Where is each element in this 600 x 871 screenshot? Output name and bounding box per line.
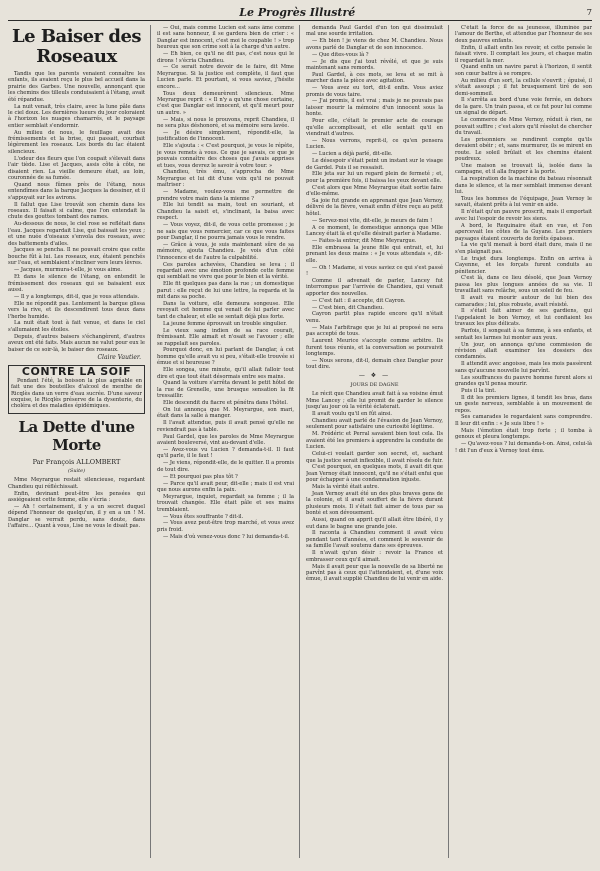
paragraph: Mais il avait peur que la nouvelle de sa liberté ne parvînt pas à ceux qui l'attendaient, et, d'une voix émue, il avait supplié Chandieu de lui venir en aide. bbox=[306, 563, 443, 583]
serial-author: Par François ALLOMBERT bbox=[32, 457, 121, 466]
paragraph: Enfin, devinant peut-être les pensées qui assiégeaient cette femme, elle s'écria : bbox=[8, 490, 145, 503]
paragraph: Le trajet dura longtemps. Enfin on arriva à Cayenne, et les forçats furent conduits au pénitencier. bbox=[455, 255, 592, 275]
paragraph: Il l'avait attendue, puis il avait pensé qu'elle ne reviendrait pas à table. bbox=[157, 420, 294, 433]
paragraph: — Lucien a déjà parlé, dit-elle. bbox=[312, 151, 393, 158]
paragraph: Le désespoir s'était peint un instant sur le visage de Gardel. Puis il se ressaisit. bbox=[306, 158, 443, 171]
paragraph: La nuit venait, très claire, avec la lune pâle dans le ciel doux. Les dernières lueurs du jour coloraient à l'horizon les nuages chamarrés, et le paysage entier semblait s'endormir. bbox=[8, 103, 145, 129]
paragraph: On lui annonça que M. Meyrargue, son mari, était dans la salle à manger. bbox=[157, 407, 294, 420]
paragraph: A bord, le Requinaire était en vue, et l'on apercevait les côtes de la Guyane. Les premiers paysages étaient couverts de forêts épaisses. bbox=[455, 222, 592, 242]
paragraph: — Je dis que j'ai tout révélé, et que je suis maintenant sans remords. bbox=[306, 58, 443, 71]
advert-box bbox=[8, 365, 145, 413]
paragraph: Et dans le silence de l'étang, on entendit le frémissement des roseaux qui se baisaient eux aussi. bbox=[8, 274, 145, 293]
paragraph: Elle fit quelques pas dans la rue ; un domestique parut : elle reçut de lui une lettre, la regarda et la mit dans sa poche. bbox=[157, 281, 294, 301]
paragraph: Elle descendit du fiacre et pénétra dans l'hôtel. bbox=[163, 400, 288, 407]
paragraph: Pour elle, c'était le premier acte de courage qu'elle accomplissait, et elle sentait qu'il en viendrait d'autres. bbox=[306, 118, 443, 137]
paragraph: — Je désire simplement, répondit-elle, la justification de l'innocent. bbox=[157, 130, 294, 143]
paragraph: Les prisonniers se rendirent compte qu'ils devaient obéir ; et, sans murmurer, ils se mirent en route. Le soleil brûlait et les chemins étaient poudreux. bbox=[455, 136, 592, 163]
paragraph: Chandieu, très ému, s'approcha de Mme Meyrargue et lui dit d'une voix qu'il ne pouvait maîtriser : bbox=[157, 169, 294, 189]
paragraph: Une maison se trouvait là, isolée dans la campagne, et il alla frapper à la porte. bbox=[455, 163, 592, 176]
paragraph: Le récit que Chandieu avait fait à sa voisine émut Mme Lancey ; elle lui promit de garder le silence jusqu'au jour où la vérité éclaterait. bbox=[306, 391, 443, 411]
paragraph: — Mais d'où venez-vous donc ? lui demanda-t-il. bbox=[163, 533, 290, 540]
paragraph: Ces paroles achevées, Chandieu se leva ; il regardait avec une émotion profonde cette femme qui semblait ne vivre que pour le bien et la vérité. bbox=[157, 261, 294, 281]
paragraph: — Il y a longtemps, dit-il, que je vous attendais. bbox=[14, 293, 140, 300]
paragraph: — Vous voyez, dit-il, de vous cette promesse ; je ne sais que vous remercier, car ce que vous faites pour Danglar, il ne pourra jamais vous le rendre. bbox=[157, 222, 294, 241]
serial-body bbox=[8, 477, 145, 529]
columns bbox=[8, 25, 592, 858]
paragraph: Elle embrassa la jeune fille qui entrait, et, lui prenant les deux mains : « Je vous attendais », dit-elle. bbox=[306, 244, 443, 264]
paragraph: — Et pourquoi pas plus tôt ? bbox=[163, 473, 238, 480]
paragraph: — Madame, voulez-vous me permettre de prendre votre main dans la mienne ? bbox=[157, 189, 294, 202]
paragraph: Depuis, d'autres baisers s'échangèrent, d'autres aveux ont été faits. Mais aucun ne valut pour eux le baiser de ce soir-là, le baiser des roseaux. bbox=[8, 333, 145, 353]
paragraph: — Grâce à vous, je suis maintenant sûre de sa mémoire, ajouta Chandieu. Je vois d'un côté l'innocence et de l'autre la culpabilité. bbox=[157, 241, 294, 261]
paragraph: La jeune femme éprouvait un trouble singulier. bbox=[163, 320, 287, 327]
advert-title: CONTRE LA SOIF bbox=[21, 365, 132, 379]
paragraph: Puis il la tint. bbox=[461, 387, 496, 394]
paragraph: Le commerce de Mme Vernoy, réduit à rien, ne pouvait suffire ; c'est alors qu'il résolut de chercher du travail. bbox=[455, 117, 592, 136]
paragraph: M. Frédéric et Perral savaient bien tout cela. Ils avaient été les premiers à apprendre la conduite de Lucien. bbox=[306, 431, 443, 451]
section-title: JOURS DE DAGNE bbox=[350, 382, 399, 389]
paragraph: Quand nous fûmes près de l'étang, nous entendîmes dans la barque Jacques la dessiner, et il s'appuyait sur les avirons. bbox=[8, 181, 145, 201]
paragraph: C'était la force de sa jeunesse, illuminée par l'amour de Berthe, et attendue par l'honneur de ses deux pauvres enfants. bbox=[455, 25, 592, 44]
paragraph: La nuit était tout à fait venue, et dans le ciel s'allumaient les étoiles. bbox=[8, 320, 145, 333]
paragraph: C'est pourquoi, en quelques mots, il avait dit que Jean Vernoy était innocent, qu'il ne s'était enfui que pour échapper à une condamnation injuste. bbox=[306, 464, 443, 484]
paragraph: La respiration de la machine du bateau résonnait dans le silence, et la mer semblait immense devant lui. bbox=[455, 176, 592, 196]
paragraph: Sa joie fut grande en apprenant que Jean Vernoy, délivré de la fièvre, venait enfin d'être reçu au petit hôtel. bbox=[306, 198, 443, 217]
paragraph: Jean Vernoy avait été un des plus braves gens de la colonie, et il avait souffert de la fièvre durant plusieurs mois. Il s'était fait aimer de tous par sa bonté et son dévouement. bbox=[306, 491, 443, 517]
masthead-title: Le Progrès Illustré bbox=[239, 6, 356, 19]
paragraph: Paul Gardel, à ces mots, se leva et se mit à marcher dans la pièce avec agitation. bbox=[306, 71, 443, 85]
serial-title: La Dette d'une Morte bbox=[18, 417, 135, 454]
page-number: 7 bbox=[586, 8, 592, 18]
paragraph: — Nous verrons, reprit-il, ce qu'en pensera Lucien. bbox=[306, 137, 443, 151]
paragraph: Tous les hommes de l'équipage, Jean Vernoy le savait, étaient prêts à lui venir en aide. bbox=[455, 196, 592, 209]
paragraph: Elle jeta sur lui un regard plein de fermeté ; et, pour la première fois, il baissa les yeux devant elle. bbox=[306, 171, 443, 184]
paragraph: — Je viens, répondit-elle, de le quitter. Il a promis de tout dire. bbox=[157, 460, 294, 473]
paragraph: — Eh bien ! je viens de chez M. Chandieu. Nous avons parlé de Danglar et de son innocence. bbox=[306, 38, 443, 51]
paragraph: Au milieu de nous, le feuillage avait des frémissements et la brise, qui passait, courbait légèrement les roseaux. Les bords du lac étaient silencieux. bbox=[8, 129, 145, 155]
paragraph: Tandis que les parents venaient connaître les enfants, ils avaient reçu le plus bel accueil dans la prairie des Garbes. Une nouvelle, annonçant que les chemins des tilleuls conduisaient à l'étang, avait été répandue. bbox=[8, 71, 145, 103]
paragraph: Il avait vu mourir autour de lui bien des camarades ; lui, plus robuste, avait résisté. bbox=[455, 295, 592, 308]
paragraph: Jacques se pencha. Il ne pouvait croire que cette bouche fût à lui. Les roseaux, eux, étaient penchés sur l'eau, et semblaient s'incliner vers leurs lèvres. bbox=[8, 247, 145, 267]
paragraph: Cayron partit plus rapide encore qu'il n'était venu. bbox=[306, 311, 443, 324]
paragraph: Il s'arrêta au bord d'une voie ferrée, en dehors de la gare. Un train passa, et ce fut pour lui comme un signal de départ. bbox=[455, 97, 592, 117]
paragraph: Mme Meyrargue restait silencieuse, regardant Chandieu qui réfléchissait. bbox=[8, 477, 145, 490]
paragraph: La vie qu'il menait à bord était dure, mais il ne s'en plaignait pas. bbox=[455, 242, 592, 255]
paragraph: Il raconta à Chandieu comment il avait vécu pendant tant d'années, et comment le souvenir de sa famille l'avait soutenu dans ses épreuves. bbox=[306, 530, 443, 550]
paragraph: Elle s'ajouta : « C'est pourquoi, je vous le répète, je vous remets à vous. Ce que je savais, ce que je pouvais connaître des choses que j'avais apprises et tues, vous devrez le savoir à votre tour. » bbox=[157, 143, 294, 169]
paragraph: — J'ai promis, il est vrai ; mais je ne pouvais pas laisser mourir la mémoire d'un innocent sous la honte. bbox=[306, 98, 443, 118]
paragraph: — Qu'avez-vous ? lui demanda-t-on. Ainsi, celui-là ! dit l'un d'eux à Vernoy tout ému. bbox=[455, 441, 592, 454]
paragraph: — Ce serait notre devoir de le faire, dit Mme Meyrargue. Si la justice est complète, il faut que Lucien parle. Et pourtant, si vous saviez, j'hésite encore... bbox=[157, 64, 294, 90]
paragraph: — Vous avez eu tort, dit-il enfin. Vous aviez promis de vous taire. bbox=[306, 85, 443, 98]
paragraph: Mais l'émotion était trop forte ; il tomba à genoux et pleura longtemps. bbox=[455, 427, 592, 441]
column-4 bbox=[455, 25, 592, 858]
paragraph: Au milieu d'un sort, la cellule s'ouvrit ; épuisé, il s'était assoupi ; il fut brusquement tiré de son demi-sommeil. bbox=[455, 77, 592, 97]
paragraph: — Ah ! certainement, il y a un secret duquel dépend l'honneur de quelqu'un, il y en a un ! M. Danglar se verrait perdu, sans doute, dans l'affaire... Quant à vous, Lise ne vous le disait pas. bbox=[8, 503, 145, 530]
column-3-body-2 bbox=[306, 391, 443, 582]
advert-text: Pendant l'été, la boisson la plus agréable en fait une des bouteilles d'alcool de menthe de Ricqlès dans un verre d'eau sucrée. D'une saveur exquise, le Ricqlès préserve de la dysenterie, du choléra et des maladies épidémiques. bbox=[11, 377, 142, 410]
paragraph: — Nous serons, dit-il, demain chez Danglar pour tout dire. bbox=[306, 357, 443, 371]
paragraph: Elle songea, une minute, qu'il allait falloir tout dire et que tout était désormais entre ses mains. bbox=[157, 367, 294, 380]
paragraph: — Parce qu'il avait peur, dit-elle ; mais il est vrai que nous aurons enfin la paix. bbox=[157, 480, 294, 493]
paragraph: — Vous avez peut-être trop marché, et vous avez pris froid. bbox=[157, 520, 294, 533]
paragraph: — Mais l'arbitrage que je lui ai proposé ne sera pas accepté de tous. bbox=[306, 324, 443, 338]
paragraph: Il dit les premiers lignes, il tendit les bras, dans un geste nerveux, semblable à un mouvement de repos. bbox=[455, 394, 592, 414]
column-2-body bbox=[157, 25, 294, 540]
paragraph: Il n'était qu'un pauvre proscrit, mais il emportait avec lui l'espoir de revoir les siens. bbox=[455, 209, 592, 222]
paragraph: — Faites-la entrer, dit Mme Meyrargue. bbox=[312, 238, 417, 244]
story-headline: Le Baiser des Roseaux bbox=[11, 26, 142, 67]
paragraph: Enfin, il allait enfin les revoir, et cette pensée le faisait vivre. Il comptait les jours, et chaque matin il regardait la mer. bbox=[455, 44, 592, 64]
masthead bbox=[8, 6, 592, 21]
paragraph: Le vieux sang indien de sa race courait, frémissant. Elle aimait et n'osait se l'avouer ; elle se rappelait ses paroles. bbox=[157, 327, 294, 347]
paragraph: — Oh ! Madame, si vous saviez ce qui s'est passé ! bbox=[306, 264, 443, 278]
paragraph: Paul Gardel, que les paroles de Mme Meyrargue avaient bouleversé, vint au-devant d'elle. bbox=[157, 433, 294, 447]
column-3-body bbox=[306, 25, 443, 371]
paragraph: — C'est fait : il accepte, dit Cayron. bbox=[312, 297, 406, 304]
paragraph: Mais la vérité était autre. bbox=[312, 484, 380, 491]
paragraph: A ce moment, le domestique annonça que Mlle Lancey était là et qu'elle désirait parler à Madame. bbox=[306, 224, 443, 238]
paragraph: Meyrargue, inquiet, regardait sa femme ; il la trouvait changée. Elle était pâle et ses mains tremblaient. bbox=[157, 493, 294, 513]
paragraph: Il fallut que Lise trouvât son chemin dans les roseaux. Il faisait si calme, que l'on entendait la chute des gouttes tombant des rames. bbox=[8, 201, 145, 221]
paragraph: Quand la voiture s'arrêta devant le petit hôtel de la rue de Grenelle, une brusque sensation la fit tressaillir. bbox=[157, 380, 294, 400]
paragraph: Celui-ci voulait garder son secret, et, sachant que la justice serait inflexible, il avait résolu de fuir. bbox=[306, 451, 443, 464]
paragraph: Les souffrances du pauvre homme furent alors si grandes qu'il pensa mourir. bbox=[455, 374, 592, 387]
paragraph: demanda Paul Gardel d'un ton qui dissimulait mal une sourde irritation. bbox=[306, 25, 443, 38]
paragraph: Au-dessous de nous, le ciel rose se reflétait dans l'eau. Jacques regardait Lise, qui baissait les yeux ; et une nuée d'oiseaux s'envola des roseaux, avec des battements d'ailes. bbox=[8, 221, 145, 247]
paragraph: — Jacques, murmura-t-elle, je vous aime. bbox=[14, 267, 122, 274]
paragraph: — Vous êtes souffrante ? dit-il. bbox=[163, 513, 244, 520]
paragraph: Il attendit avec angoisse, mais les mois passèrent sans qu'aucune nouvelle lui parvînt. bbox=[455, 361, 592, 374]
paragraph: — Que dites-vous là ? bbox=[312, 51, 369, 58]
paragraph: Elle ne répondit pas. Lentement la barque glissa vers la rive, et ils descendirent tous deux dans l'herbe humide. bbox=[8, 300, 145, 320]
paragraph: Un jour, on annonça qu'une commission de révision allait examiner les dossiers des condamnés. bbox=[455, 341, 592, 361]
paragraph: C'est alors que Mme Meyrargue était sortie faire d'elle-même. bbox=[306, 184, 443, 198]
paragraph: C'est là, dans ce lieu désolé, que Jean Vernoy passa les plus longues années de sa vie. Il travaillait sans relâche, sous un soleil de feu. bbox=[455, 275, 592, 295]
column-3 bbox=[306, 25, 449, 858]
paragraph: Laurent Meurice s'accepte comme arbitre. Ils furent tous réunis, et la conversation se poursuivit longtemps. bbox=[306, 338, 443, 357]
column-1 bbox=[8, 25, 151, 858]
paragraph: Il s'était fait aimer de ses gardiens, qui l'appelaient le bon Vernoy, et lui confiaient les travaux les plus délicats. bbox=[455, 308, 592, 328]
paragraph: Pourquoi donc, en lui parlant de Danglar, à cet homme qu'elle avait vu si peu, s'était-elle trouvée si émue et si heureuse ? bbox=[157, 347, 294, 367]
story-body bbox=[8, 71, 145, 353]
paragraph: Chandieu avait parlé de l'évasion de Jean Vernoy, seulement pour satisfaire une curiosité légitime. bbox=[306, 418, 443, 431]
paragraph: Tous deux demeurèrent silencieux. Mme Meyrargue reprit : « Il n'y a qu'une chose certaine, c'est que Danglar est innocent, et qu'il meurt pour un autre. » bbox=[157, 90, 294, 116]
section-ornament: — ❖ — bbox=[358, 371, 391, 379]
paragraph: L'odeur des fleurs que l'on coupait s'élevait dans l'air tiède. Lise et Jacques, assis côte à côte, ne disaient rien. La vieille demeure était, au loin, couronnée de sa fumée. bbox=[8, 155, 145, 181]
paragraph: — Servez-moi vite, dit-elle, je meurs de faim ! bbox=[312, 217, 433, 224]
paragraph: — Eh bien, ce qu'il ne dit pas, c'est nous qui le dirons ! s'écria Chandieu. bbox=[157, 51, 294, 64]
story-signature: Claire Vautier. bbox=[97, 353, 141, 361]
column-2 bbox=[157, 25, 300, 858]
paragraph: Parfois, il songeait à sa femme, à ses enfants, et sentait les larmes lui monter aux yeux. bbox=[455, 328, 592, 341]
paragraph: — C'est bien, dit Chandieu. bbox=[312, 304, 384, 311]
paragraph: — Oui, mais comme Lucien est sans âme comme il est sans honneur, il se gardera bien de crier : « Danglar est innocent, c'est moi le coupable ! » trop heureux que son crime soit à la charge d'un autre. bbox=[157, 25, 294, 51]
paragraph: Il n'avait qu'un désir : revoir la France et embrasser ceux qu'il aimait. bbox=[306, 550, 443, 563]
serial-subtitle: (Suite) bbox=[67, 467, 86, 474]
column-4-body bbox=[455, 25, 592, 454]
paragraph: Il avait voulu qu'il en fût ainsi. bbox=[312, 411, 393, 418]
paragraph: Ses camarades le regardaient sans comprendre. Il leur dit enfin : « Je suis libre ! » bbox=[455, 414, 592, 427]
paragraph: — Mais, si nous le prouvons, reprit Chandieu, il ne sera plus déshonoré, et sa mémoire sera lavée. bbox=[157, 116, 294, 130]
paragraph: — Avez-vous vu Lucien ? demanda-t-il. Il faut qu'il parle, il le faut ! bbox=[157, 447, 294, 460]
paragraph: Dans la voiture, elle demeura songeuse. Elle revoyait cet homme qui venait de lui parler avec tant de chaleur, et elle se sentait déjà plus forte. bbox=[157, 301, 294, 320]
paragraph: Elle lui tendit sa main, tout en souriant, et Chandieu la saisit et, s'inclinant, la baisa avec respect. bbox=[157, 202, 294, 222]
newspaper-page bbox=[8, 6, 592, 859]
paragraph: Comme il advenait de parler, Lancey fut interrompue par l'arrivée de Chandieu, qui venait apporter des nouvelles. bbox=[306, 277, 443, 297]
paragraph: Quand enfin un navire parut à l'horizon, il sentit son cœur battre à se rompre. bbox=[455, 64, 592, 77]
paragraph: Aussi, quand on apprit qu'il allait être libéré, il y eut dans le bagne une grande joie. bbox=[306, 517, 443, 530]
